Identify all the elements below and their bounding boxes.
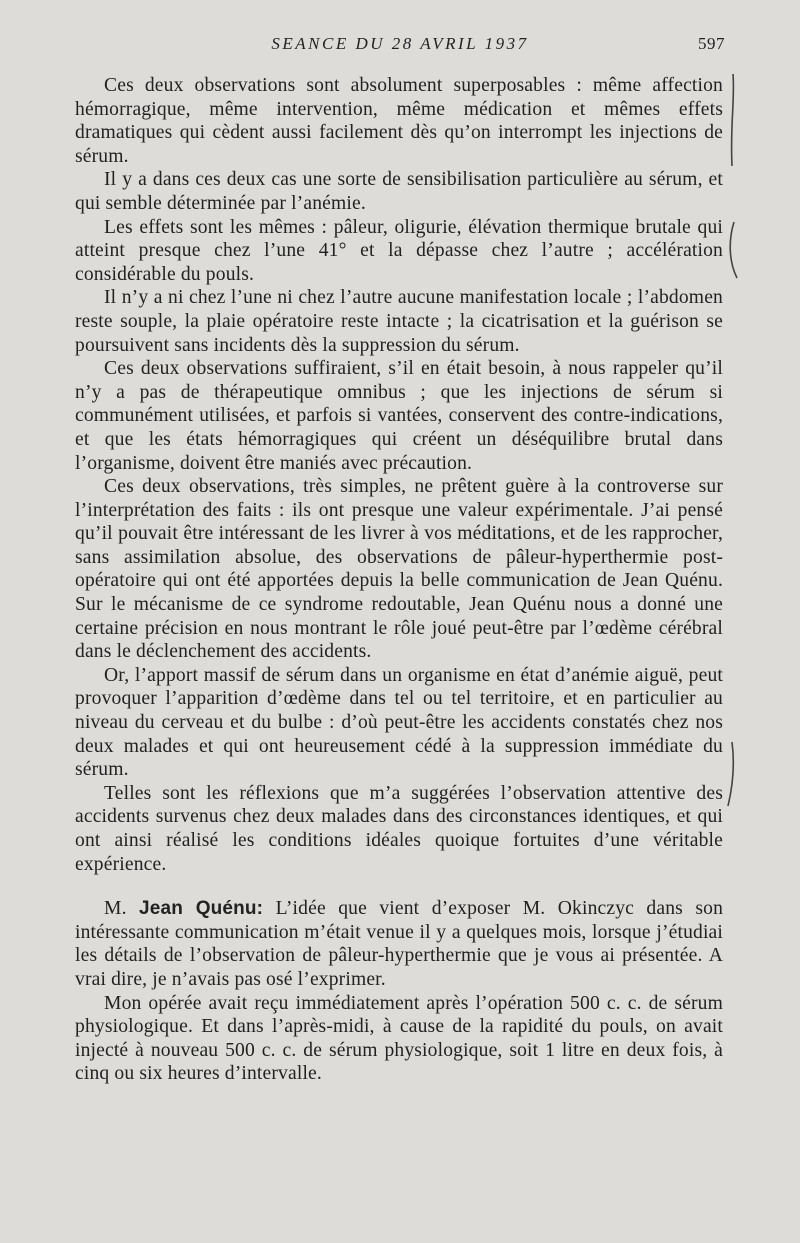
article-body (75, 74, 723, 1086)
speaker-name: Jean Quénu (139, 898, 257, 920)
paragraph-3: Les effets sont les mêmes : pâleur, oligurie, élévation thermique brutale qui atteint presque chez l’une 41° et la dépasse chez l’autre ; accélération considérable du pouls. (75, 216, 723, 285)
reply-text: L’idée que vient d’exposer M. Okinczyc dans son intéressante communication m’était venue il y a quelques mois, lorsque j’étudiai les détails de l’observation de pâleur-hyperthermie que je vous ai présentée. A vrai dire, je n’avais pas osé l’exprimer. (75, 898, 724, 990)
paragraph-2: Il y a dans ces deux cas une sorte de sensibilisation particulière au sérum, et qui semble déterminée par l’anémie. (75, 169, 723, 214)
page-number: 597 (698, 34, 725, 53)
margin-bracket-right-1 (722, 70, 742, 170)
reply-paragraph (75, 897, 723, 991)
running-header (75, 34, 725, 56)
speaker-colon: : (256, 898, 264, 920)
paragraph-6: Ces deux observations, très simples, ne prêtent guère à la controverse sur l’interprétation des faits : ils ont presque une valeur expérimentale. J’ai pensé qu’il pouvait être intéressant de les livrer à vos méditations, et de les rapprocher, sans assimilation absolue, des observations de pâleur-hyperthermie post-opératoire qui ont été apportées depuis la belle communication de Jean Quénu. Sur le mécanisme de ce syndrome redoutable, Jean Quénu nous a donné une certaine précision en nous montrant le rôle joué peut-être par l’œdème cérébral dans le déclenchement des accidents. (75, 476, 723, 663)
paragraph-1: Ces deux observations sont absolument superposables : même affection hémorragique, même intervention, même médication et mêmes effets dramatiques qui cèdent aussi facilement dès qu’on interrompt les injections de sérum. (75, 75, 723, 167)
paragraph-8: Telles sont les réflexions que m’a suggérées l’observation attentive des accidents survenus chez deux malades dans des circonstances identiques, et qui ont ainsi réalisé les conditions idéales quoique fortuites d’une véritable expérience. (75, 782, 723, 875)
margin-bracket-right-3 (722, 740, 742, 810)
final-paragraph: Mon opérée avait reçu immédiatement après l’opération 500 c. c. de sérum physiologique. Et dans l’après-midi, à cause de la rapidité du pouls, on avait injecté à nouveau 500 c. c. de sérum physiologique, soit 1 litre en deux fois, à cinq ou six heures d’intervalle. (75, 992, 723, 1085)
paragraph-7: Or, l’apport massif de sérum dans un organisme en état d’anémie aiguë, peut provoquer l’apparition d’œdème dans tel ou tel territoire, et en particulier au niveau du cerveau et du bulbe : d’où peut-être les accidents constatés chez nos deux malades et qui ont heureusement cédé à la suppression immédiate du sérum. (75, 664, 723, 781)
running-title: SEANCE DU 28 AVRIL 1937 (271, 34, 529, 53)
paragraph-5: Ces deux observations suffiraient, s’il en était besoin, à nous rappeler qu’il n’y a pas de thérapeutique omnibus ; que les injections de sérum si communément utilisées, et parfois si vantées, conservent des contre-indications, et que les états hémorragiques qui créent un déséquilibre brutal dans l’organisme, doivent être maniés avec précaution. (75, 358, 723, 474)
paragraph-4: Il n’y a ni chez l’une ni chez l’autre aucune manifestation locale ; l’abdomen reste souple, la plaie opératoire reste intacte ; la cicatrisation et la guérison se poursuivent sans incidents dès la suppression du sérum. (75, 287, 723, 356)
reply-prefix: M. (104, 898, 127, 920)
margin-bracket-right-2 (724, 220, 744, 280)
